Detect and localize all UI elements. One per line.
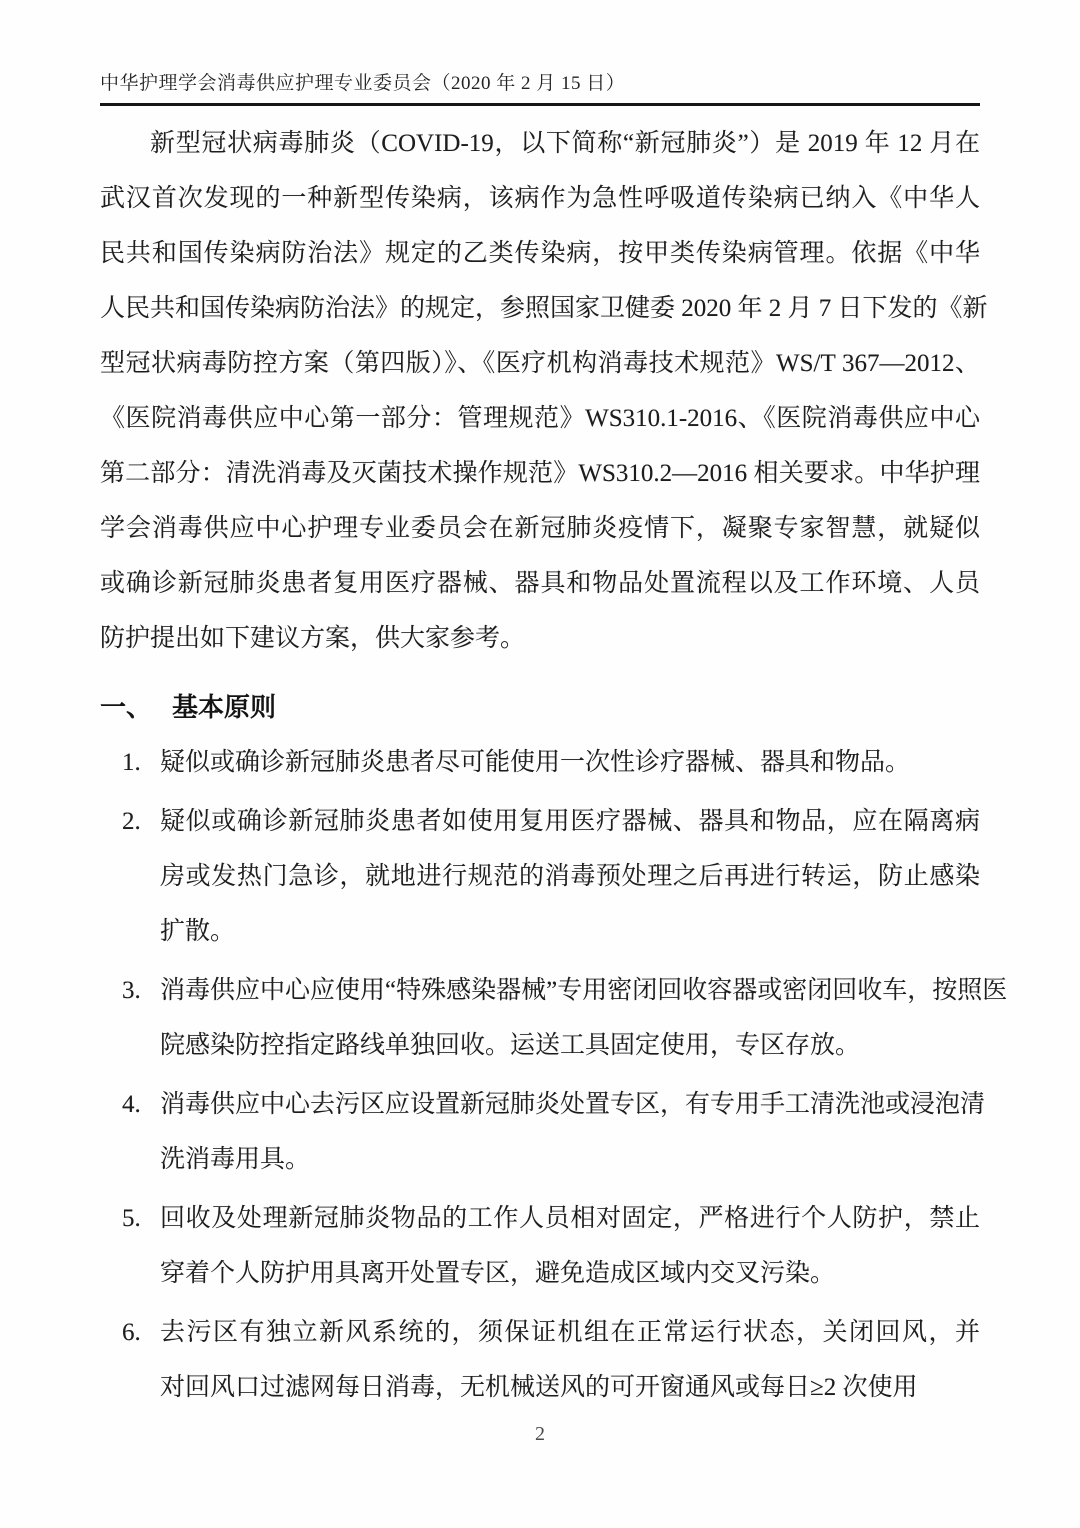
list-item-line: 对回风口过滤网每日消毒，无机械送风的可开窗通风或每日≥2 次使用 [160, 1374, 918, 1401]
intro-paragraph [100, 116, 988, 666]
list-item [100, 1191, 980, 1301]
list-item-line: 疑似或确诊新冠肺炎患者尽可能使用一次性诊疗器械、器具和物品。 [160, 749, 911, 776]
list-item-line: 院感染防控指定路线单独回收。运送工具固定使用，专区存放。 [160, 1032, 861, 1059]
paragraph-line: 新型冠状病毒肺炎（COVID-19，以下简称“新冠肺炎”）是 2019 年 12 月在 [150, 130, 980, 157]
paragraph-line: 人民共和国传染病防治法》的规定，参照国家卫健委 2020 年 2 月 7 日下发的《新 [100, 295, 988, 322]
list-item-number: 1. [122, 749, 141, 776]
list-item-number: 4. [122, 1091, 141, 1118]
page-footer [100, 1421, 980, 1447]
list-item-line: 洗消毒用具。 [160, 1146, 311, 1173]
list-item-line: 疑似或确诊新冠肺炎患者如使用复用医疗器械、器具和物品，应在隔离病 [160, 808, 980, 835]
list-item-line: 去污区有独立新风系统的，须保证机组在正常运行状态，关闭回风，并 [160, 1319, 980, 1346]
list-item [100, 735, 980, 790]
page-number: 2 [535, 1423, 545, 1445]
list-item-line: 回收及处理新冠肺炎物品的工作人员相对固定，严格进行个人防护，禁止 [160, 1205, 980, 1232]
section-title: 基本原则 [172, 693, 277, 722]
list-item [100, 794, 980, 959]
list-item [100, 1077, 986, 1187]
list-item-number: 5. [122, 1205, 141, 1232]
paragraph-line: 学会消毒供应中心护理专业委员会在新冠肺炎疫情下，凝聚专家智慧，就疑似 [100, 515, 980, 542]
list-item-line: 消毒供应中心应使用“特殊感染器械”专用密闭回收容器或密闭回收车，按照医 [160, 977, 1008, 1004]
list-item [100, 1305, 980, 1415]
paragraph-line: 武汉首次发现的一种新型传染病，该病作为急性呼吸道传染病已纳入《中华人 [100, 185, 980, 212]
list-item-line: 房或发热门急诊，就地进行规范的消毒预处理之后再进行转运，防止感染 [160, 863, 980, 890]
list-item-number: 3. [122, 977, 141, 1004]
list-item-line: 穿着个人防护用具离开处置专区，避免造成区域内交叉污染。 [160, 1260, 836, 1287]
paragraph-line: 第二部分：清洗消毒及灭菌技术操作规范》WS310.2—2016 相关要求。中华护理 [100, 460, 980, 487]
document-header: 中华护理学会消毒供应护理专业委员会（2020 年 2 月 15 日） [100, 72, 980, 106]
list-item [100, 963, 1008, 1073]
paragraph-line: 防护提出如下建议方案，供大家参考。 [100, 625, 526, 652]
list-item-number: 6. [122, 1319, 141, 1346]
paragraph-line: 或确诊新冠肺炎患者复用医疗器械、器具和物品处置流程以及工作环境、人员 [100, 570, 980, 597]
section-number: 一、 [100, 693, 153, 722]
paragraph-line: 型冠状病毒防控方案（第四版）》、《医疗机构消毒技术规范》WS/T 367—2012、 [100, 350, 980, 377]
paragraph-line: 《医院消毒供应中心第一部分：管理规范》WS310.1-2016、《医院消毒供应中心 [100, 405, 980, 432]
list-item-line: 扩散。 [160, 918, 236, 945]
paragraph-line: 民共和国传染病防治法》规定的乙类传染病，按甲类传染病管理。依据《中华 [100, 240, 980, 267]
list-item-number: 2. [122, 808, 141, 835]
section-heading [100, 680, 980, 735]
list-item-line: 消毒供应中心去污区应设置新冠肺炎处置专区，有专用手工清洗池或浸泡清 [160, 1091, 986, 1118]
principles-list [100, 735, 1008, 1415]
